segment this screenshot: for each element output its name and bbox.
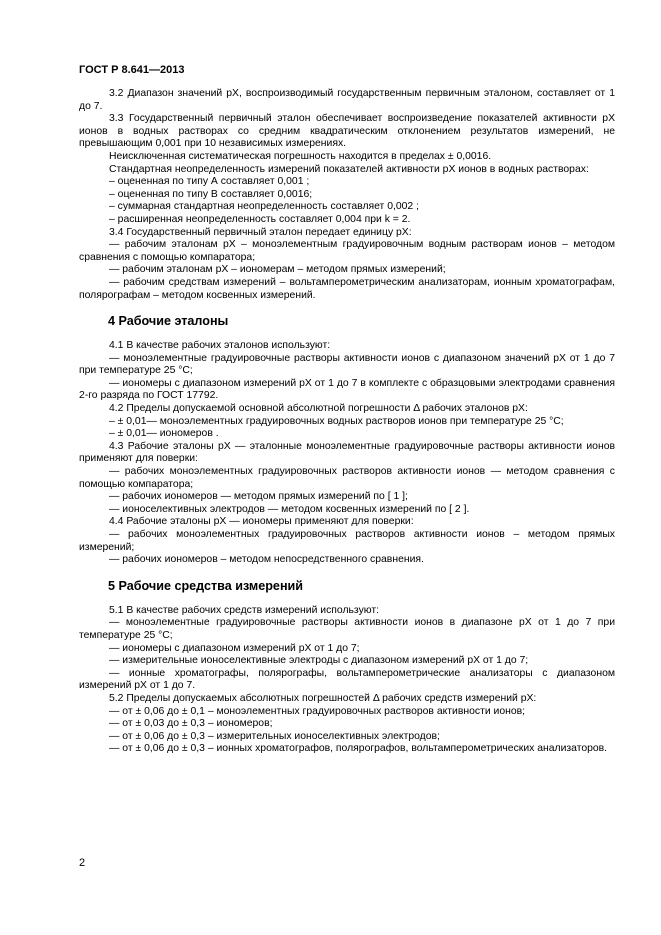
list-item: — от ± 0,06 до ± 0,3 – измерительных ионоселективных электродов; bbox=[109, 730, 440, 742]
page-number: 2 bbox=[79, 857, 86, 869]
list-item: – ± 0,01— иономеров . bbox=[109, 428, 219, 440]
paragraph-5-2: 5.2 Пределы допускаемых абсолютных погрешностей Δ рабочих средств измерений pX: bbox=[109, 692, 537, 704]
list-item: — от ± 0,06 до ± 0,1 – моноэлементных градуировочных растворов активности ионов; bbox=[109, 705, 526, 717]
section-heading-4: 4 Рабочие эталоны bbox=[108, 314, 229, 329]
list-item: — моноэлементные градуировочные растворы активности ионов с диапазоном значений pX от 1 до 7 при температуре 25 °С; bbox=[79, 352, 615, 377]
paragraph-3-3: 3.3 Государственный первичный эталон обеспечивает воспроизведение показателей активности pX ионов в водных растворах со средним квадратическим отклонением результатов измерений, не превышающим 0,001 при 10 независимых измерениях. bbox=[79, 113, 615, 150]
paragraph-5-1: 5.1 В качестве рабочих средств измерений используют: bbox=[109, 604, 379, 616]
list-item: — рабочих моноэлементных градуировочных растворов активности ионов – методом прямых измерений; bbox=[79, 529, 615, 553]
list-item: — от ± 0,06 до ± 0,3 – ионных хроматографов, полярографов, вольтамперометрических анализаторов. bbox=[109, 743, 608, 755]
paragraph-3-4: 3.4 Государственный первичный эталон передает единицу pX: bbox=[109, 226, 412, 238]
section-heading-5: 5 Рабочие средства измерений bbox=[108, 578, 304, 593]
list-item: – суммарная стандартная неопределенность составляет 0,002 ; bbox=[109, 201, 419, 213]
page-body bbox=[79, 88, 615, 756]
list-item: — рабочих иономеров – методом непосредственного сравнения. bbox=[109, 554, 424, 566]
paragraph-3-2: 3.2 Диапазон значений pX, воспроизводимый государственным первичным эталоном, составляет от 1 до 7. bbox=[79, 88, 615, 112]
list-item: – расширенная неопределенность составляет 0,004 при k = 2. bbox=[109, 213, 411, 225]
list-item: — рабочим средствам измерений – вольтамперометрическим анализаторам, ионным хроматографам, полярографам – методом косвенных измерений. bbox=[79, 276, 615, 301]
list-item: — от ± 0,03 до ± 0,3 – иономеров; bbox=[109, 718, 273, 730]
document-code-header: ГОСТ Р 8.641—2013 bbox=[79, 64, 185, 76]
paragraph-systematic-error: Неисключенная систематическая погрешность находится в пределах ± 0,0016. bbox=[109, 150, 492, 162]
paragraph-uncertainty: Стандартная неопределенность измерений показателей активности pX ионов в водных растворах: bbox=[109, 163, 589, 175]
list-item: — измерительные ионоселективные электроды с диапазоном измерений pX от 1 до 7; bbox=[109, 655, 529, 667]
paragraph-4-3: 4.3 Рабочие эталоны pX — эталонные моноэлементные градуировочные растворы активности ионов применяют для поверки: bbox=[79, 440, 615, 465]
list-item: – оцененная по типу А составляет 0,001 ; bbox=[109, 176, 310, 188]
list-item: — иономеры с диапазоном измерений pX от 1 до 7; bbox=[109, 642, 360, 654]
paragraph-4-1: 4.1 В качестве рабочих эталонов используют: bbox=[109, 340, 331, 352]
list-item: — рабочим эталонам pX – иономерам – методом прямых измерений; bbox=[109, 264, 446, 276]
list-item: — ионные хроматографы, полярографы, вольтамперометрические анализаторы с диапазоном измерений pX от 1 до 7. bbox=[79, 667, 615, 692]
list-item: — рабочим эталонам pX – моноэлементным градуировочным водным растворам ионов – методом сравнения с помощью компаратора; bbox=[79, 239, 615, 263]
list-item: – ± 0,01— моноэлементных градуировочных водных растворов ионов при температуре 25 °С; bbox=[109, 415, 564, 427]
list-item: — ионоселективных электродов — методом косвенных измерений по [ 2 ]. bbox=[109, 503, 470, 515]
list-item: — иономеры с диапазоном измерений pX от 1 до 7 в комплекте с образцовыми электродами сравнения 2-го разряда по ГОСТ 17792. bbox=[79, 377, 615, 402]
list-item: – оцененная по типу В составляет 0,0016; bbox=[109, 188, 313, 200]
list-item: — рабочих моноэлементных градуировочных растворов активности ионов — методом сравнения с помощью компаратора; bbox=[79, 466, 615, 490]
list-item: — рабочих иономеров — методом прямых измерений по [ 1 ]; bbox=[109, 491, 408, 503]
paragraph-4-2: 4.2 Пределы допускаемой основной абсолютной погрешности Δ рабочих эталонов pX: bbox=[109, 403, 528, 415]
paragraph-4-4: 4.4 Рабочие эталоны pX — иономеры применяют для поверки: bbox=[109, 516, 414, 528]
list-item: — моноэлементные градуировочные растворы активности ионов в диапазоне pX от 1 до 7 при температуре 25 °С; bbox=[79, 617, 615, 641]
